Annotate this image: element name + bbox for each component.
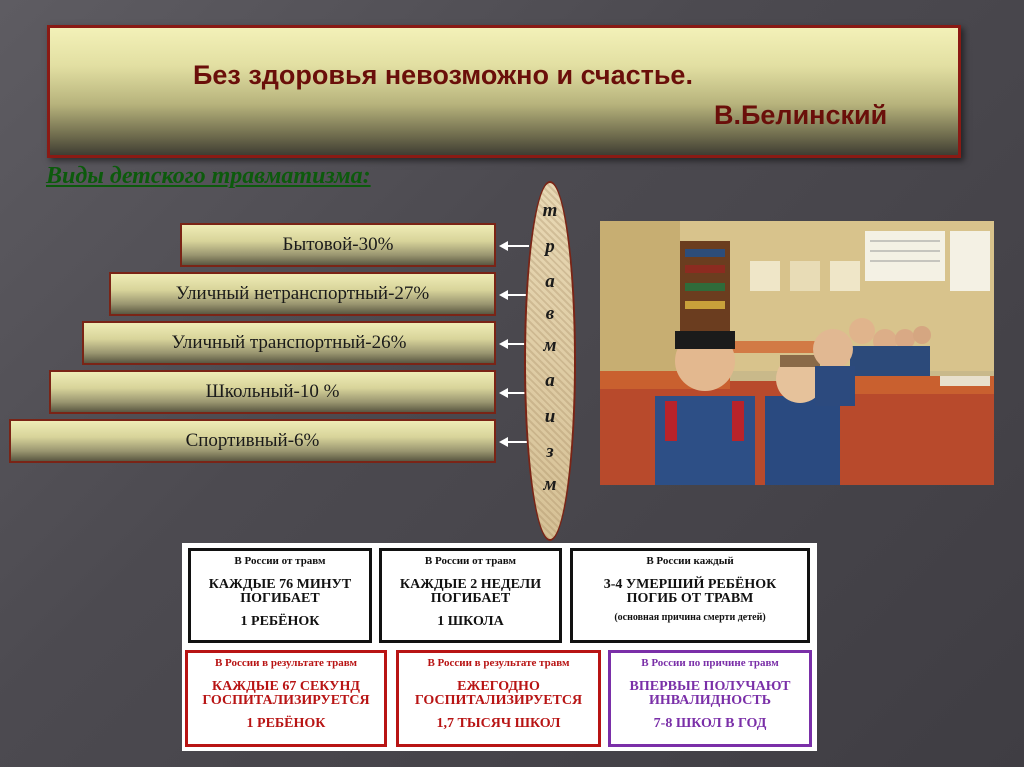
vertical-letter: в: [545, 303, 555, 324]
card-line: КАЖДЫЕ 67 СЕКУНД: [212, 678, 360, 694]
card-line: КАЖДЫЕ 2 НЕДЕЛИ: [399, 576, 542, 592]
title-banner: [47, 25, 961, 158]
stat-card: [570, 548, 810, 643]
step-label: Уличный транспортный-26%: [171, 332, 407, 353]
card-line: ПОГИБАЕТ: [240, 591, 320, 607]
step-label: Уличный нетранспортный-27%: [175, 283, 430, 304]
step-street-transport: [82, 321, 496, 365]
vertical-letter: р: [545, 236, 555, 257]
step-school: [49, 370, 496, 414]
vertical-letter: м: [543, 335, 557, 356]
stat-card: [608, 650, 812, 747]
stat-card: [379, 548, 562, 643]
vertical-word-ellipse: [524, 181, 576, 541]
card-line: ГОСПИТАЛИЗИРУЕТСЯ: [202, 693, 370, 709]
arrow-left-icon: [499, 437, 529, 447]
card-line: 1 ШКОЛА: [437, 613, 504, 629]
card-caption: В России от травм: [234, 555, 326, 567]
step-street-nontransport: [109, 272, 496, 316]
vertical-letter: т: [542, 200, 558, 221]
card-line: ВПЕРВЫЕ ПОЛУЧАЮТ: [629, 678, 791, 694]
card-line: 7-8 ШКОЛ В ГОД: [653, 715, 767, 731]
card-line: ПОГИБ ОТ ТРАВМ: [626, 591, 754, 607]
vertical-letter: и: [544, 406, 556, 427]
stat-card: [396, 650, 601, 747]
vertical-letter: м: [543, 474, 557, 495]
step-label: Бытовой-30%: [282, 234, 394, 255]
card-caption: В России по причине травм: [641, 657, 779, 669]
quote-author: В.Белинский: [714, 100, 888, 130]
card-line: 1 РЕБЁНОК: [240, 613, 320, 629]
card-caption: В России от травм: [424, 555, 517, 567]
stat-card: [185, 650, 387, 747]
vertical-letter: а: [545, 271, 555, 292]
card-note: (основная причина смерти детей): [614, 611, 766, 623]
card-line: ЕЖЕГОДНО: [457, 678, 540, 694]
card-line: ИНВАЛИДНОСТЬ: [649, 693, 771, 709]
stat-card: [188, 548, 372, 643]
step-household: [180, 223, 496, 267]
classroom-photo: [600, 221, 994, 485]
section-heading: Виды детского травматизма:: [46, 163, 371, 189]
step-sport: [9, 419, 496, 463]
card-caption: В России каждый: [646, 555, 734, 567]
step-label: Школьный-10 %: [205, 381, 340, 402]
statistics-panel: [182, 543, 817, 751]
card-caption: В России в результате травм: [427, 657, 570, 669]
card-line: 1,7 ТЫСЯЧ ШКОЛ: [436, 715, 561, 731]
card-line: ПОГИБАЕТ: [430, 591, 511, 607]
step-label: Спортивный-6%: [185, 430, 320, 451]
vertical-letter: з: [546, 441, 554, 462]
vertical-letter: а: [545, 370, 555, 391]
quote-text: Без здоровья невозможно и счастье.: [193, 60, 693, 90]
arrow-left-icon: [499, 290, 529, 300]
arrow-left-icon: [499, 241, 529, 251]
card-caption: В России в результате травм: [214, 657, 358, 669]
card-line: ГОСПИТАЛИЗИРУЕТСЯ: [414, 693, 583, 709]
card-line: 1 РЕБЁНОК: [246, 715, 326, 731]
card-line: 3-4 УМЕРШИЙ РЕБЁНОК: [603, 576, 777, 592]
card-line: КАЖДЫЕ 76 МИНУТ: [208, 576, 352, 592]
